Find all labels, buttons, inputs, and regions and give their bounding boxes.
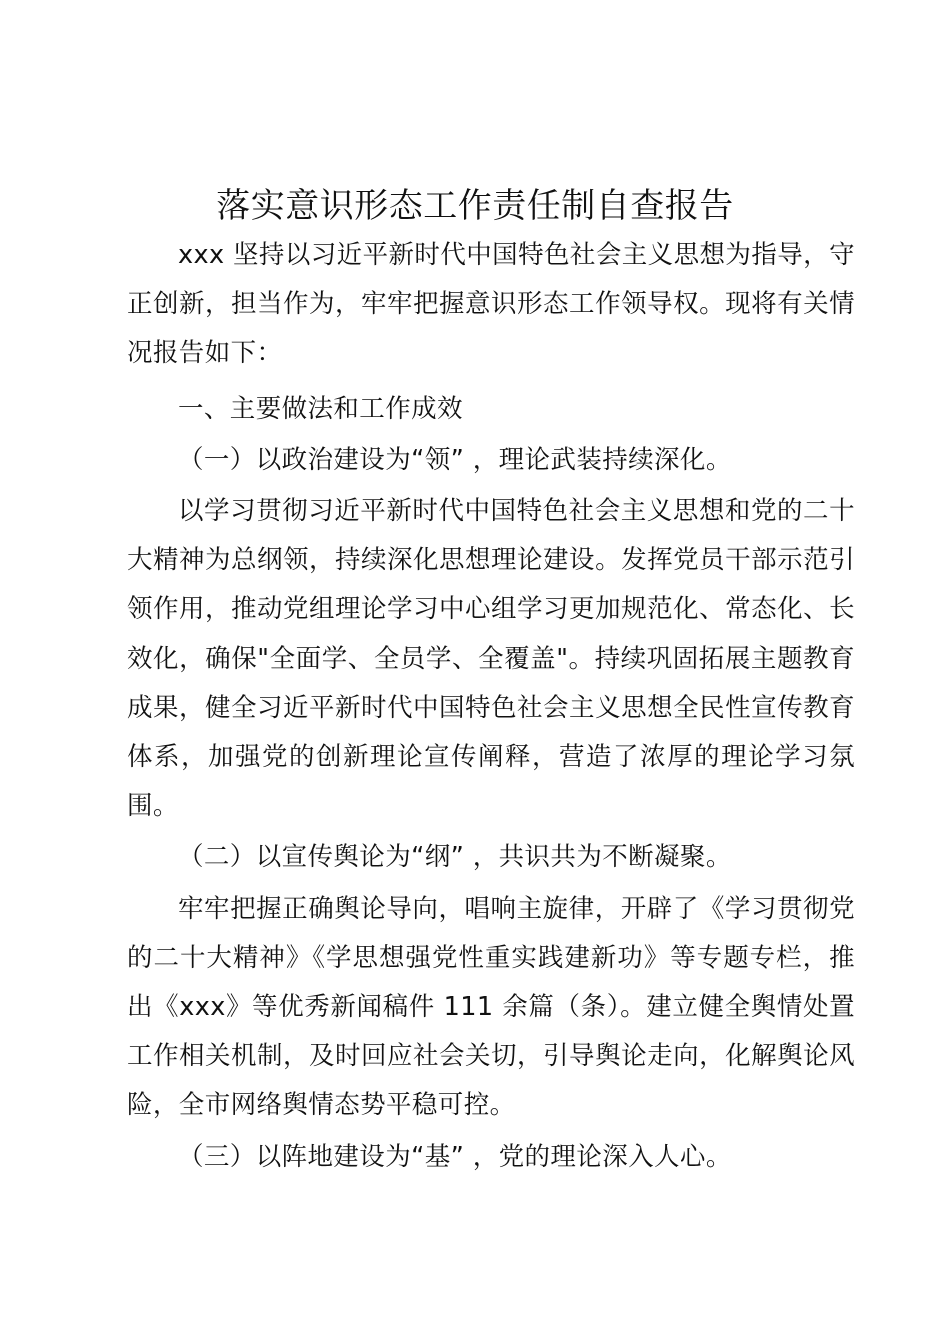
subsection-3-heading: （三）以阵地建设为“基” ，党的理论深入人心。 [178,1141,732,1172]
intro-paragraph: xxx 坚持以习近平新时代中国特色社会主义思想为指导，守正创新，担当作为，牢牢把握意识形态工作领导权。现将有关情况报告如下： [127,240,855,369]
document-body [127,231,855,1184]
section-1-heading: 一、主要做法和工作成效 [178,393,463,424]
subsection-2-paragraph: 牢牢把握正确舆论导向，唱响主旋律，开辟了《学习贯彻党的二十大精神》《学思想强党性重实践建新功》等专题专栏，推出《xxx》等优秀新闻稿件 111 余篇（条）。建立健全舆情处置工作相关机制，及时回应社会关切，引导舆论走向，化解舆论风险，全市网络舆情态势平稳可控。 [127,893,855,1121]
subsection-2-heading: （二）以宣传舆论为“纲” ，共识共为不断凝聚。 [178,842,732,873]
subsection-1-paragraph: 以学习贯彻习近平新时代中国特色社会主义思想和党的二十大精神为总纲领，持续深化思想理论建设。发挥党员干部示范引领作用，推动党组理论学习中心组学习更加规范化、常态化、长效化，确保"全面学、全员学、全覆盖"。持续巩固拓展主题教育成果，健全习近平新时代中国特色社会主义思想全民性宣传教育体系，加强党的创新理论宣传阐释，营造了浓厚的理论学习氛围。 [127,496,855,822]
document-title: 落实意识形态工作责任制自查报告 [216,186,734,226]
subsection-1-heading: （一）以政治建设为“领” ，理论武装持续深化。 [178,444,732,475]
